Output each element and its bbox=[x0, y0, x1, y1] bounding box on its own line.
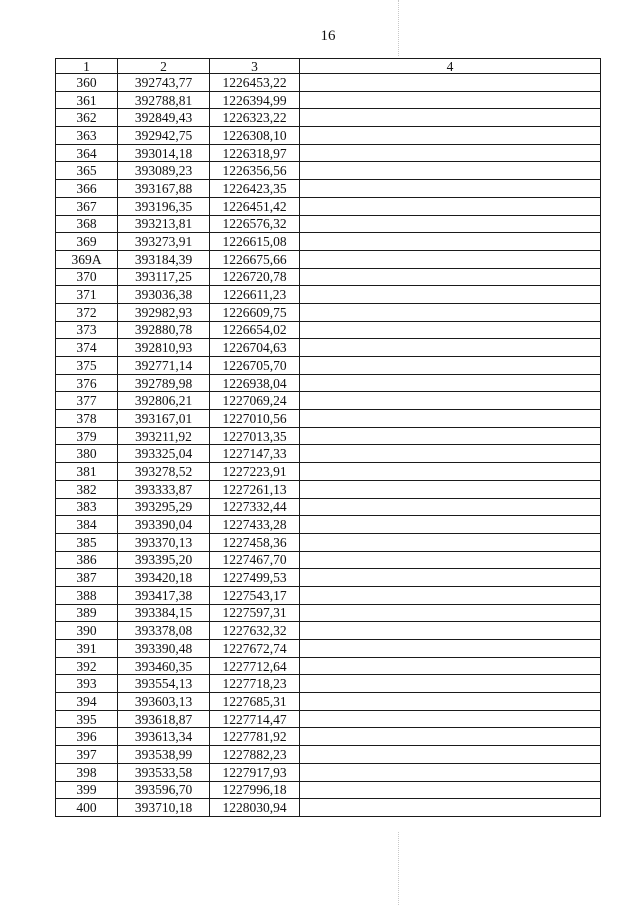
table-cell: 1227632,32 bbox=[210, 622, 300, 640]
table-cell: 393295,29 bbox=[118, 498, 210, 516]
table-cell: 376 bbox=[56, 374, 118, 392]
table-cell bbox=[300, 728, 601, 746]
table-row bbox=[56, 268, 601, 286]
table-cell bbox=[300, 586, 601, 604]
table-cell bbox=[300, 357, 601, 375]
table-cell: 393213,81 bbox=[118, 215, 210, 233]
table-cell: 393167,88 bbox=[118, 180, 210, 198]
table-cell bbox=[300, 498, 601, 516]
coordinates-table bbox=[55, 58, 601, 817]
table-row bbox=[56, 675, 601, 693]
table-row bbox=[56, 445, 601, 463]
table-cell: 393378,08 bbox=[118, 622, 210, 640]
table-row bbox=[56, 215, 601, 233]
table-cell: 393184,39 bbox=[118, 250, 210, 268]
table-cell: 397 bbox=[56, 746, 118, 764]
table-cell: 399 bbox=[56, 781, 118, 799]
table-cell: 367 bbox=[56, 197, 118, 215]
table-cell bbox=[300, 763, 601, 781]
table-cell: 384 bbox=[56, 516, 118, 534]
table-cell bbox=[300, 215, 601, 233]
table-cell: 393417,38 bbox=[118, 586, 210, 604]
table-cell: 393538,99 bbox=[118, 746, 210, 764]
table-cell: 1226423,35 bbox=[210, 180, 300, 198]
table-cell bbox=[300, 622, 601, 640]
table-cell bbox=[300, 693, 601, 711]
table-cell: 369A bbox=[56, 250, 118, 268]
table-cell: 1227882,23 bbox=[210, 746, 300, 764]
table-cell: 368 bbox=[56, 215, 118, 233]
table-cell: 1227672,74 bbox=[210, 640, 300, 658]
table-cell: 393211,92 bbox=[118, 427, 210, 445]
table-cell: 380 bbox=[56, 445, 118, 463]
table-cell: 393014,18 bbox=[118, 144, 210, 162]
table-cell bbox=[300, 162, 601, 180]
table-cell: 363 bbox=[56, 127, 118, 145]
table-cell: 393196,35 bbox=[118, 197, 210, 215]
table-cell bbox=[300, 91, 601, 109]
table-cell: 386 bbox=[56, 551, 118, 569]
table-cell: 377 bbox=[56, 392, 118, 410]
table-cell: 1227781,92 bbox=[210, 728, 300, 746]
table-cell: 398 bbox=[56, 763, 118, 781]
table-cell: 393117,25 bbox=[118, 268, 210, 286]
table-cell: 1227010,56 bbox=[210, 410, 300, 428]
table-cell bbox=[300, 799, 601, 817]
table-cell bbox=[300, 569, 601, 587]
table-cell: 361 bbox=[56, 91, 118, 109]
table-cell bbox=[300, 640, 601, 658]
table-body bbox=[56, 74, 601, 817]
table-row bbox=[56, 339, 601, 357]
table-cell bbox=[300, 233, 601, 251]
table-row bbox=[56, 763, 601, 781]
table-cell: 385 bbox=[56, 533, 118, 551]
table-cell bbox=[300, 427, 601, 445]
table-row bbox=[56, 728, 601, 746]
table-cell: 395 bbox=[56, 710, 118, 728]
table-cell: 392942,75 bbox=[118, 127, 210, 145]
table-row bbox=[56, 480, 601, 498]
table-cell bbox=[300, 180, 601, 198]
table-cell: 393533,58 bbox=[118, 763, 210, 781]
table-row bbox=[56, 657, 601, 675]
table-cell: 1227261,13 bbox=[210, 480, 300, 498]
table-cell: 364 bbox=[56, 144, 118, 162]
table-cell bbox=[300, 392, 601, 410]
table-row bbox=[56, 74, 601, 92]
table-row bbox=[56, 91, 601, 109]
table-row bbox=[56, 516, 601, 534]
table-cell bbox=[300, 339, 601, 357]
table-cell: 1227597,31 bbox=[210, 604, 300, 622]
table-row bbox=[56, 127, 601, 145]
table-cell: 1226453,22 bbox=[210, 74, 300, 92]
table-row bbox=[56, 233, 601, 251]
table-row bbox=[56, 357, 601, 375]
table-cell: 389 bbox=[56, 604, 118, 622]
table-cell bbox=[300, 303, 601, 321]
table-row bbox=[56, 197, 601, 215]
table-cell: 1227543,17 bbox=[210, 586, 300, 604]
table-cell: 1227467,70 bbox=[210, 551, 300, 569]
table-cell: 396 bbox=[56, 728, 118, 746]
table-cell: 1226615,08 bbox=[210, 233, 300, 251]
table-cell: 393325,04 bbox=[118, 445, 210, 463]
table-cell bbox=[300, 197, 601, 215]
table-cell: 1227685,31 bbox=[210, 693, 300, 711]
table-cell: 1226705,70 bbox=[210, 357, 300, 375]
table-row bbox=[56, 586, 601, 604]
table-cell: 1226609,75 bbox=[210, 303, 300, 321]
table-cell bbox=[300, 74, 601, 92]
table-cell: 1227712,64 bbox=[210, 657, 300, 675]
table-row bbox=[56, 144, 601, 162]
table-cell bbox=[300, 657, 601, 675]
table-cell: 393370,13 bbox=[118, 533, 210, 551]
table-cell: 378 bbox=[56, 410, 118, 428]
table-cell: 371 bbox=[56, 286, 118, 304]
table-cell: 1227718,23 bbox=[210, 675, 300, 693]
table-cell bbox=[300, 781, 601, 799]
table-cell bbox=[300, 286, 601, 304]
table-cell: 379 bbox=[56, 427, 118, 445]
column-header: 3 bbox=[210, 59, 300, 74]
table-cell bbox=[300, 675, 601, 693]
table-cell: 392743,77 bbox=[118, 74, 210, 92]
table-cell: 1226720,78 bbox=[210, 268, 300, 286]
table-cell: 393596,70 bbox=[118, 781, 210, 799]
table-cell bbox=[300, 516, 601, 534]
table-cell: 1227499,53 bbox=[210, 569, 300, 587]
table-cell: 400 bbox=[56, 799, 118, 817]
table-cell: 1227714,47 bbox=[210, 710, 300, 728]
table-cell: 1226308,10 bbox=[210, 127, 300, 145]
table-row bbox=[56, 427, 601, 445]
table-cell: 360 bbox=[56, 74, 118, 92]
table-cell: 1228030,94 bbox=[210, 799, 300, 817]
table-cell: 393 bbox=[56, 675, 118, 693]
table-header-row bbox=[56, 59, 601, 74]
table-cell: 382 bbox=[56, 480, 118, 498]
table-cell: 393603,13 bbox=[118, 693, 210, 711]
table-row bbox=[56, 569, 601, 587]
table-cell: 392982,93 bbox=[118, 303, 210, 321]
table-row bbox=[56, 781, 601, 799]
table-cell: 1226394,99 bbox=[210, 91, 300, 109]
scan-fold-line-bottom bbox=[398, 832, 399, 905]
table-cell: 393384,15 bbox=[118, 604, 210, 622]
table-cell: 390 bbox=[56, 622, 118, 640]
table-cell: 369 bbox=[56, 233, 118, 251]
table-cell: 392880,78 bbox=[118, 321, 210, 339]
table-cell: 392 bbox=[56, 657, 118, 675]
table-cell: 393333,87 bbox=[118, 480, 210, 498]
table-row bbox=[56, 109, 601, 127]
table-cell bbox=[300, 268, 601, 286]
table-cell: 383 bbox=[56, 498, 118, 516]
table-cell: 1227917,93 bbox=[210, 763, 300, 781]
table-row bbox=[56, 604, 601, 622]
page-number: 16 bbox=[320, 28, 336, 44]
table-cell: 393390,04 bbox=[118, 516, 210, 534]
table-cell bbox=[300, 480, 601, 498]
table-cell bbox=[300, 127, 601, 145]
column-header: 4 bbox=[300, 59, 601, 74]
table-cell: 393554,13 bbox=[118, 675, 210, 693]
table-cell bbox=[300, 144, 601, 162]
table-cell: 1226323,22 bbox=[210, 109, 300, 127]
table-cell bbox=[300, 746, 601, 764]
table-cell: 393613,34 bbox=[118, 728, 210, 746]
table-cell: 1226451,42 bbox=[210, 197, 300, 215]
table-cell bbox=[300, 445, 601, 463]
table-cell: 365 bbox=[56, 162, 118, 180]
table-cell: 393036,38 bbox=[118, 286, 210, 304]
table-cell: 393278,52 bbox=[118, 463, 210, 481]
table-cell: 391 bbox=[56, 640, 118, 658]
table-row bbox=[56, 746, 601, 764]
table-row bbox=[56, 250, 601, 268]
table-cell: 393390,48 bbox=[118, 640, 210, 658]
table-cell: 392810,93 bbox=[118, 339, 210, 357]
table-row bbox=[56, 286, 601, 304]
table-cell: 381 bbox=[56, 463, 118, 481]
table-row bbox=[56, 498, 601, 516]
table-cell: 1226704,63 bbox=[210, 339, 300, 357]
table-cell: 1227013,35 bbox=[210, 427, 300, 445]
table-row bbox=[56, 162, 601, 180]
table-cell: 1226576,32 bbox=[210, 215, 300, 233]
table-cell bbox=[300, 321, 601, 339]
table-cell: 1227433,28 bbox=[210, 516, 300, 534]
table-cell: 1227069,24 bbox=[210, 392, 300, 410]
table-cell: 1226675,66 bbox=[210, 250, 300, 268]
table-cell: 393273,91 bbox=[118, 233, 210, 251]
table-cell: 1226318,97 bbox=[210, 144, 300, 162]
table-cell bbox=[300, 374, 601, 392]
table-cell: 1226611,23 bbox=[210, 286, 300, 304]
table-row bbox=[56, 693, 601, 711]
table-row bbox=[56, 710, 601, 728]
table-cell: 375 bbox=[56, 357, 118, 375]
table-cell: 393460,35 bbox=[118, 657, 210, 675]
table-row bbox=[56, 622, 601, 640]
table-cell: 372 bbox=[56, 303, 118, 321]
table-cell: 392771,14 bbox=[118, 357, 210, 375]
table-row bbox=[56, 392, 601, 410]
table-cell: 393618,87 bbox=[118, 710, 210, 728]
table-cell: 387 bbox=[56, 569, 118, 587]
table-cell: 1227996,18 bbox=[210, 781, 300, 799]
table-cell: 1226356,56 bbox=[210, 162, 300, 180]
table-row bbox=[56, 303, 601, 321]
table-cell bbox=[300, 533, 601, 551]
table-row bbox=[56, 799, 601, 817]
table-cell bbox=[300, 604, 601, 622]
table-cell: 388 bbox=[56, 586, 118, 604]
table-cell: 393710,18 bbox=[118, 799, 210, 817]
table-cell: 393167,01 bbox=[118, 410, 210, 428]
table-cell bbox=[300, 250, 601, 268]
table-row bbox=[56, 640, 601, 658]
table-row bbox=[56, 180, 601, 198]
table-row bbox=[56, 533, 601, 551]
table-row bbox=[56, 410, 601, 428]
table-row bbox=[56, 551, 601, 569]
table-row bbox=[56, 463, 601, 481]
table-cell bbox=[300, 710, 601, 728]
table-row bbox=[56, 374, 601, 392]
table-cell: 394 bbox=[56, 693, 118, 711]
table-cell: 392788,81 bbox=[118, 91, 210, 109]
table-cell: 1227332,44 bbox=[210, 498, 300, 516]
table-cell: 392789,98 bbox=[118, 374, 210, 392]
table-cell: 1226938,04 bbox=[210, 374, 300, 392]
table-cell bbox=[300, 109, 601, 127]
table-cell: 393395,20 bbox=[118, 551, 210, 569]
table-cell: 1227458,36 bbox=[210, 533, 300, 551]
table-cell: 373 bbox=[56, 321, 118, 339]
table-cell: 1227223,91 bbox=[210, 463, 300, 481]
table-cell bbox=[300, 410, 601, 428]
table-cell: 393089,23 bbox=[118, 162, 210, 180]
table-cell: 370 bbox=[56, 268, 118, 286]
table-cell: 392849,43 bbox=[118, 109, 210, 127]
column-header: 1 bbox=[56, 59, 118, 74]
table-cell: 393420,18 bbox=[118, 569, 210, 587]
table-cell: 374 bbox=[56, 339, 118, 357]
table-cell: 362 bbox=[56, 109, 118, 127]
table-cell: 366 bbox=[56, 180, 118, 198]
table-cell: 1227147,33 bbox=[210, 445, 300, 463]
table-cell bbox=[300, 551, 601, 569]
column-header: 2 bbox=[118, 59, 210, 74]
table-cell: 1226654,02 bbox=[210, 321, 300, 339]
table-row bbox=[56, 321, 601, 339]
table-cell: 392806,21 bbox=[118, 392, 210, 410]
table-cell bbox=[300, 463, 601, 481]
